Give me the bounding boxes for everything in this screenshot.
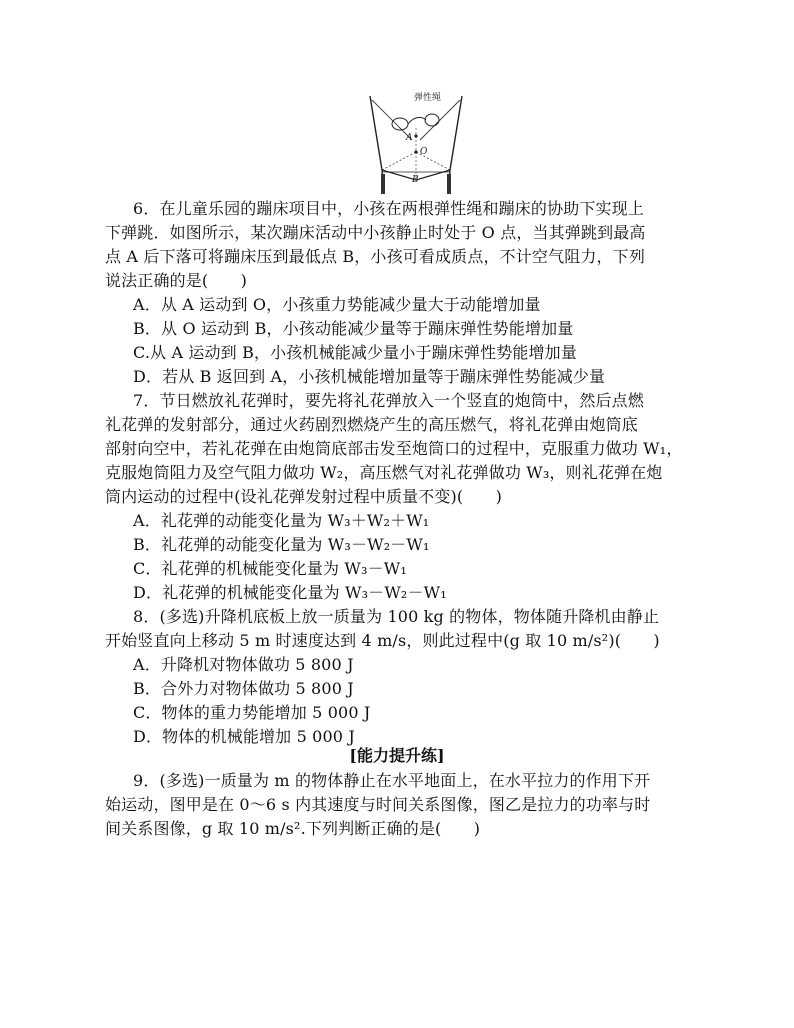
q6-line-2: 下弹跳．如图所示，某次蹦床活动中小孩静止时处于 O 点，当其弹跳到最高 — [105, 223, 646, 242]
q6-option-d: D．若从 B 返回到 A，小孩机械能增加量等于蹦床弹性势能减少量 — [133, 367, 606, 386]
q7-option-b: B．礼花弹的动能变化量为 W₃－W₂－W₁ — [133, 535, 430, 554]
q6-line-1: 6．在儿童乐园的蹦床项目中，小孩在两根弹性绳和蹦床的协助下实现上 — [133, 199, 644, 218]
q9-line-1: 9．(多选)一质量为 m 的物体静止在水平地面上，在水平拉力的作用下开 — [133, 771, 651, 790]
section-heading: [能力提升练] — [349, 746, 445, 765]
q7-line-1: 7．节日燃放礼花弹时，要先将礼花弹放入一个竖直的炮筒中，然后点燃 — [133, 391, 644, 410]
label-point-b: B — [412, 175, 419, 185]
q6-option-a: A．从 A 运动到 O，小孩重力势能减少量大于动能增加量 — [133, 295, 541, 314]
trampoline-figure — [362, 90, 470, 198]
q6-line-4: 说法正确的是( ) — [105, 271, 247, 290]
q6-option-b: B．从 O 运动到 B，小孩动能减少量等于蹦床弹性势能增加量 — [133, 319, 574, 338]
label-elastic-rope: 弹性绳 — [414, 93, 442, 103]
q9-line-2: 始运动，图甲是在 0～6 s 内其速度与时间关系图像，图乙是拉力的功率与时 — [105, 795, 651, 814]
q8-option-a: A．升降机对物体做功 5 800 J — [133, 655, 354, 674]
q8-option-c: C．物体的重力势能增加 5 000 J — [133, 703, 371, 722]
label-point-o: O — [420, 147, 428, 157]
label-point-a: A — [406, 133, 413, 143]
q8-line-1: 8．(多选)升降机底板上放一质量为 100 kg 的物体，物体随升降机由静止 — [133, 607, 660, 626]
q7-line-5: 筒内运动的过程中(设礼花弹发射过程中质量不变)( ) — [105, 487, 503, 506]
q8-option-d: D．物体的机械能增加 5 000 J — [133, 727, 355, 746]
q7-option-d: D．礼花弹的机械能变化量为 W₃－W₂－W₁ — [133, 583, 447, 602]
q6-line-3: 点 A 后下落可将蹦床压到最低点 B，小孩可看成质点，不计空气阻力，下列 — [105, 247, 645, 266]
q7-line-4: 克服炮筒阻力及空气阻力做功 W₂，高压燃气对礼花弹做功 W₃，则礼花弹在炮 — [105, 463, 663, 482]
q6-option-c: C.从 A 运动到 B，小孩机械能减少量小于蹦床弹性势能增加量 — [133, 343, 577, 362]
q7-option-c: C．礼花弹的机械能变化量为 W₃－W₁ — [133, 559, 407, 578]
q7-option-a: A．礼花弹的动能变化量为 W₃＋W₂＋W₁ — [133, 511, 430, 530]
q8-option-b: B．合外力对物体做功 5 800 J — [133, 679, 354, 698]
q9-line-3: 间关系图像，g 取 10 m/s².下列判断正确的是( ) — [105, 819, 481, 838]
q7-line-2: 礼花弹的发射部分，通过火药剧烈燃烧产生的高压燃气，将礼花弹由炮筒底 — [105, 415, 638, 434]
q7-line-3: 部射向空中，若礼花弹在由炮筒底部击发至炮筒口的过程中，克服重力做功 W₁， — [105, 439, 683, 458]
q8-line-2: 开始竖直向上移动 5 m 时速度达到 4 m/s，则此过程中(g 取 10 m/s²)( ) — [105, 631, 660, 650]
